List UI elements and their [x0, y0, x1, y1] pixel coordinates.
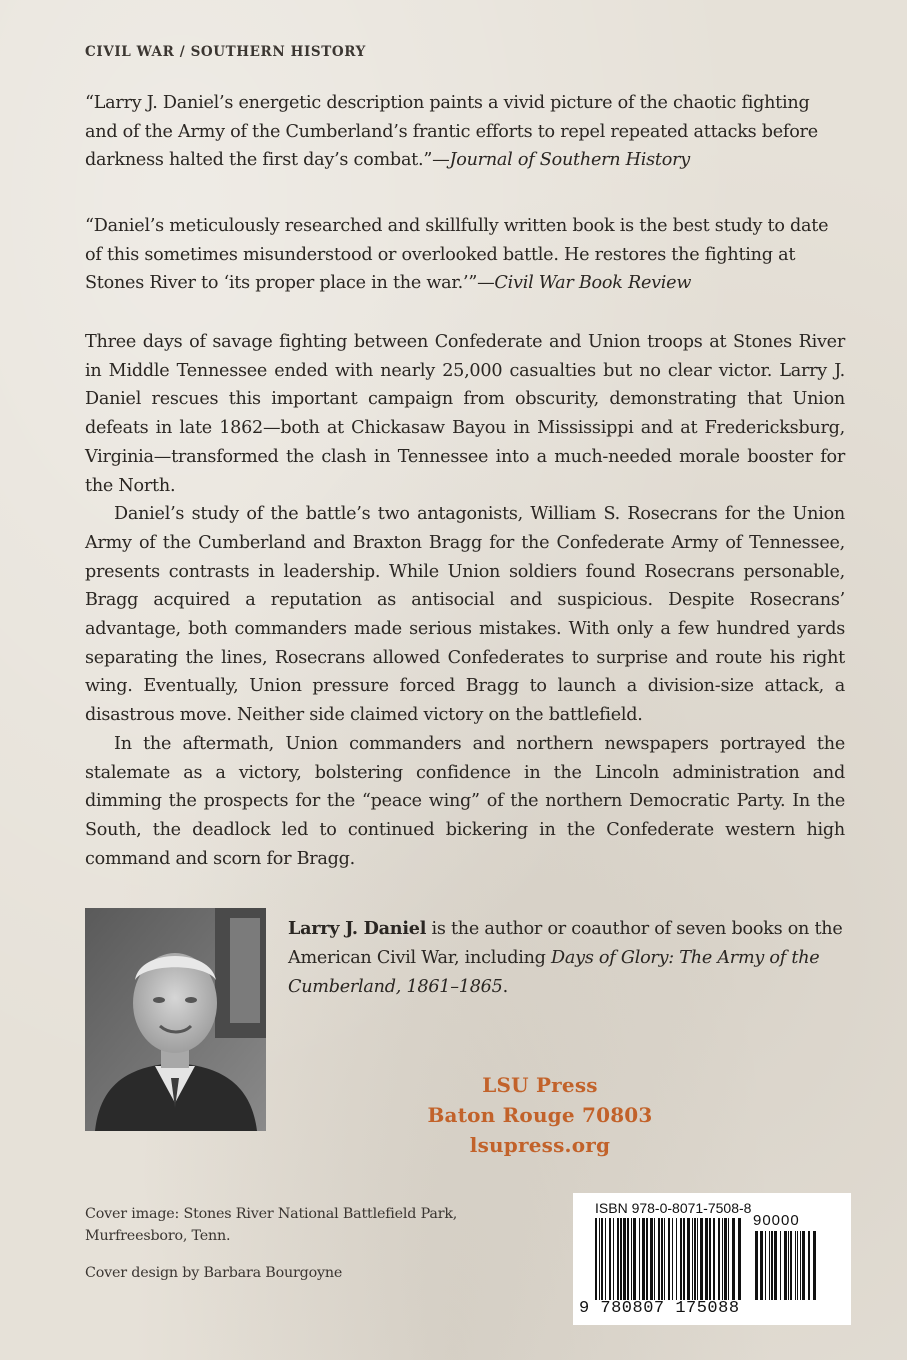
description-paragraph: Daniel’s study of the battle’s two antagonists, William S. Rosecrans for the Union Army of the Cumberland and Braxton Bragg for the Confederate Army of Tennessee, presents contrasts in leadership. While Union soldiers found Rosecrans personable, Bragg acquired a reputation as antisocial and suspicious. Despite Rosecrans’ advantage, both commanders made serious mistakes. With only a few hundred yards separating the lines, Rosecrans allowed Confederates to surprise and route his right wing. Eventually, Union pressure forced Bragg to launch a division-size attack, a disastrous move. Neither side claimed victory on the battlefield. [85, 504, 845, 726]
barcode-addon: 90000 [753, 1212, 800, 1229]
review-quote: “Larry J. Daniel’s energetic description paints a vivid picture of the chaotic fighting and of the Army of the Cumberland’s frantic efforts to repel repeated attacks before darkness halted the first day’s combat.”— [85, 93, 818, 170]
description-paragraph: Three days of savage fighting between Confederate and Union troops at Stones River in Middle Tennessee ended with nearly 25,000 casualties but no clear victor. Larry J. Daniel rescues this important campaign from obscurity, demonstrating that Union defeats in late 1862—both at Chickasaw Bayou in Mississippi and at Fredericksburg, Virginia—transformed the clash in Tennessee into a much-needed morale booster for the North. [85, 332, 845, 496]
author-name: Larry J. Daniel [288, 918, 427, 939]
isbn-barcode [573, 1193, 851, 1325]
isbn-label: ISBN 978-0-8071-7508-8 [595, 1200, 752, 1216]
bio-text: is the author or coauthor of seven books on the American Civil War, including [288, 919, 843, 968]
barcode-bars-icon [595, 1218, 745, 1300]
author-bio [288, 914, 848, 1002]
category-label: CIVIL WAR / SOUTHERN HISTORY [85, 44, 366, 60]
publisher-city: Baton Rouge 70803 [427, 1103, 653, 1127]
addon-bars-icon [755, 1231, 817, 1300]
review-blurb-2 [85, 212, 845, 298]
description-paragraph: In the aftermath, Union commanders and northern newspapers portrayed the stalemate as a victory, bolstering confidence in the Lincoln administration and dimming the prospects for the “peace wing” of the northern Democratic Party. In the South, the deadlock led to continued bickering in the Confederate western high command and scorn for Bragg. [85, 733, 845, 869]
publisher-name: LSU Press [482, 1073, 598, 1097]
review-quote: “Daniel’s meticulously researched and skillfully written book is the best study to date of this sometimes misunderstood or overlooked battle. He restores the fighting at Stones River to ‘its proper place in the war.’”— [85, 216, 829, 293]
author-photo [85, 908, 266, 1131]
review-blurb-1 [85, 89, 845, 175]
bio-end: . [502, 977, 508, 997]
cover-image-location: Murfreesboro, Tenn. [85, 1228, 231, 1244]
book-title: Days of Glory: The Army of the Cumberland, 1861–1865 [288, 948, 820, 997]
cover-design-credit: Cover design by Barbara Bourgoyne [85, 1265, 343, 1281]
review-source: Journal of Southern History [449, 150, 690, 170]
publisher-website[interactable]: lsupress.org [469, 1133, 611, 1157]
review-source: Civil War Book Review [494, 273, 692, 293]
barcode-number: 9 780807 175088 [579, 1299, 740, 1318]
cover-image-credit: Cover image: Stones River National Battlefield Park, [85, 1206, 458, 1222]
book-description [85, 328, 845, 873]
